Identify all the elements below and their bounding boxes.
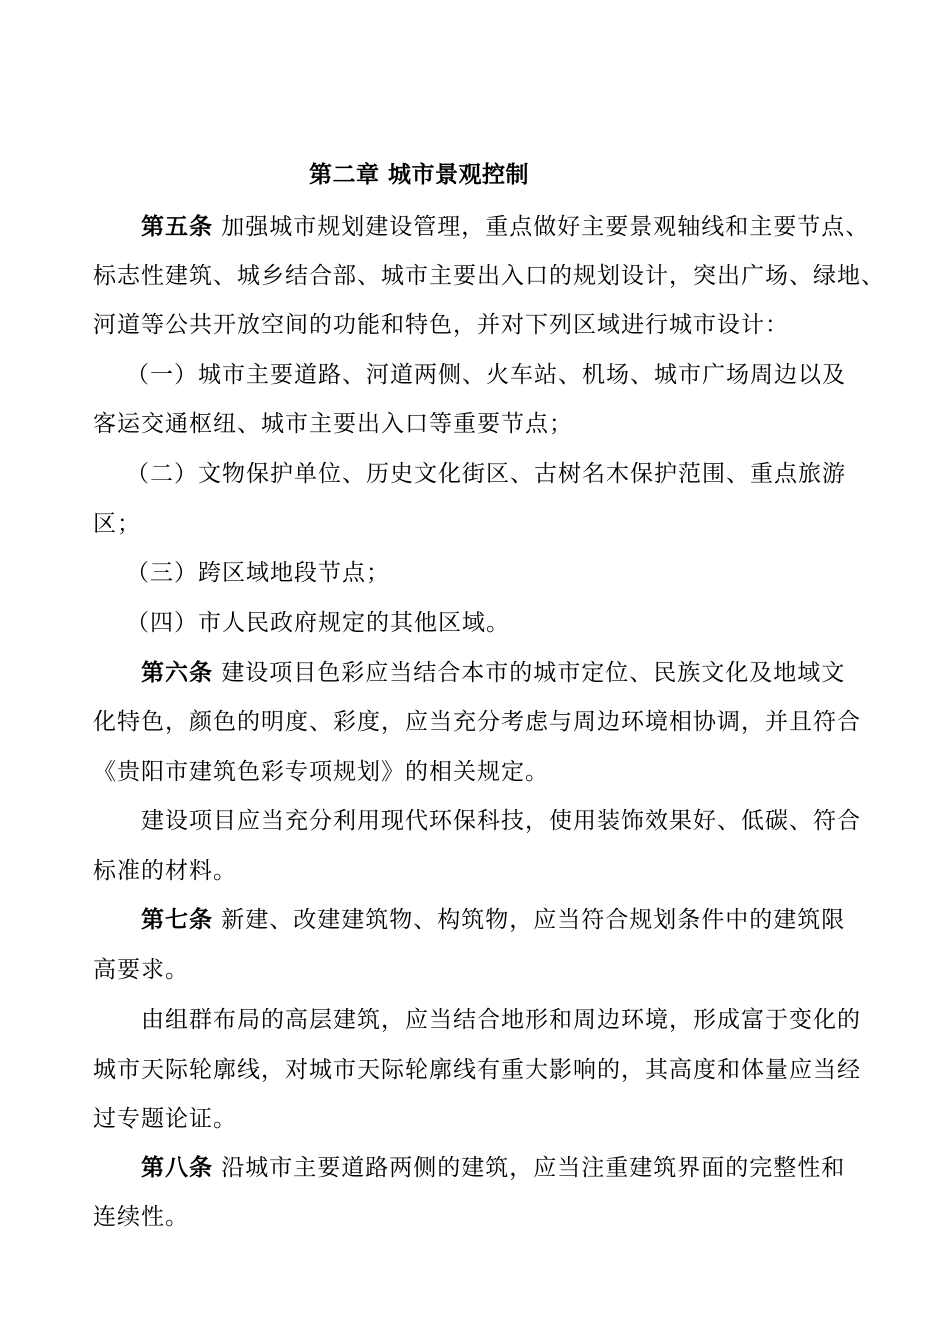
article-5-line-3: 河道等公共开放空间的功能和特色，并对下列区域进行城市设计： <box>93 312 789 338</box>
article-5-item-2-line-1: （二）文物保护单位、历史文化街区、古树名木保护范围、重点旅游 <box>126 461 846 487</box>
article-5-item-2-line-2: 区； <box>93 511 141 537</box>
article-5-item-4: （四）市人民政府规定的其他区域。 <box>126 610 510 636</box>
article-8-text: 沿城市主要道路两侧的建筑，应当注重建筑界面的完整性和 <box>213 1155 846 1181</box>
article-5-item-1-line-1: （一）城市主要道路、河道两侧、火车站、机场、城市广场周边以及 <box>126 362 846 388</box>
article-6-label: 第六条 <box>141 659 213 686</box>
article-5-line-1 <box>141 212 869 242</box>
article-7-para-2-line-1: 由组群布局的高层建筑，应当结合地形和周边环境，形成富于变化的 <box>141 1007 861 1033</box>
article-5-text: 加强城市规划建设管理，重点做好主要景观轴线和主要节点、 <box>213 214 870 240</box>
article-8-label: 第八条 <box>141 1154 213 1181</box>
article-7-para-2-line-3: 过专题论证。 <box>93 1106 237 1132</box>
article-8-line-1 <box>141 1153 845 1183</box>
article-7-line-2: 高要求。 <box>93 957 189 983</box>
article-6-line-2: 化特色，颜色的明度、彩度，应当充分考虑与周边环境相协调，并且符合 <box>93 709 861 735</box>
article-6-text: 建设项目色彩应当结合本市的城市定位、民族文化及地域文 <box>213 660 846 686</box>
article-5-item-1-line-2: 客运交通枢纽、城市主要出入口等重要节点； <box>93 411 573 437</box>
article-6-line-3: 《贵阳市建筑色彩专项规划》的相关规定。 <box>93 759 549 785</box>
article-8-line-2: 连续性。 <box>93 1204 189 1230</box>
article-7-text: 新建、改建建筑物、构筑物，应当符合规划条件中的建筑限 <box>213 907 846 933</box>
article-6-para-2-line-1: 建设项目应当充分利用现代环保科技，使用装饰效果好、低碳、符合 <box>141 808 861 834</box>
article-6-line-1 <box>141 658 845 688</box>
article-5-line-2: 标志性建筑、城乡结合部、城市主要出入口的规划设计，突出广场、绿地、 <box>93 263 885 289</box>
article-6-para-2-line-2: 标准的材料。 <box>93 858 237 884</box>
article-7-line-1 <box>141 905 845 935</box>
article-7-label: 第七条 <box>141 906 213 933</box>
article-5-label: 第五条 <box>141 213 213 240</box>
article-7-para-2-line-2: 城市天际轮廓线，对城市天际轮廓线有重大影响的，其高度和体量应当经 <box>93 1057 861 1083</box>
article-5-item-3: （三）跨区域地段节点； <box>126 560 390 586</box>
chapter-title: 第二章 城市景观控制 <box>309 161 530 188</box>
